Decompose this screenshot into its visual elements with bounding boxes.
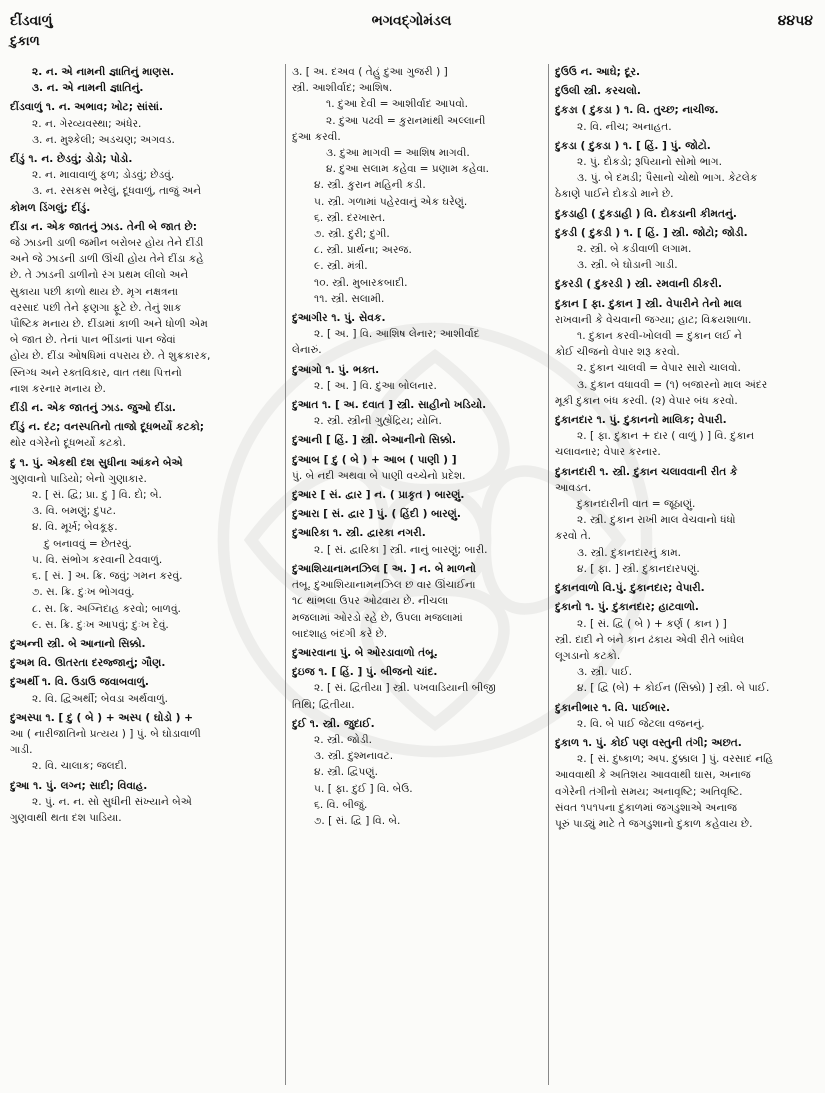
- header-page-number: ૪૪૫૪: [777, 13, 813, 29]
- entry-headword-line: દુઅન્ની સ્ત્રી. બે આનાનો સિક્કો.: [10, 637, 146, 650]
- entry-text-line: ૩. પું. બે દમડી; પૈસાનો ચોથો ભાગ. કેટલેક: [577, 172, 758, 185]
- entry-text-line: વરસાદ પછી તેને ફણગા ફૂટે છે. તેનું શાક: [10, 301, 182, 314]
- entry-text-line: ૨. [ અ. ] વિ. દુઆ બોલનાર.: [314, 379, 437, 392]
- entry-headword-line: દુકાનવાળો વિ.પું. દુકાનદાર; વેપારી.: [555, 582, 705, 595]
- entry-headword-line: દુઉલી સ્ત્રી. કરચલો.: [555, 85, 641, 98]
- entry-text-line: ૨. ન. માવાવાળું ફળ; ડોડવું; છેડવું.: [32, 169, 175, 182]
- entry-text-line: ૨. ન. એ નામની જ્ઞાતિનું માણસ.: [32, 66, 175, 78]
- entry-text-line: ૨. [ ફા. દુકાન + દાર ( વાળું ) ] વિ. દુકાન: [577, 430, 755, 443]
- entry-text-line: ૨. [ સં. દ્વિતીયા ] સ્ત્રી. પખવાડિયાની બીજી: [314, 682, 496, 695]
- entry-text-line: દુ બનાવવું = છેતરવું.: [44, 537, 132, 550]
- entry-text-line: અને જે ઝાડની ડાળી ઊંચી હોય તેને દીંડા કહે: [10, 253, 204, 266]
- entry-text-line: ૨. [ સં. દ્વિ ( બે ) + કર્ણ ( કાન ) ]: [577, 617, 727, 630]
- entry-text-line: થોર વગેરેનો દૂધભર્યો કટકો.: [10, 437, 126, 450]
- entry-text-line: ૬. સ્ત્રી. દરખાસ્ત.: [314, 211, 386, 224]
- entry-headword-line: દુકરડી ( દુકરડી ) સ્ત્રી. રમવાની ઠીકરી.: [555, 278, 723, 291]
- entry-text-line: ગુણવાથી થતા દશ પાડિયા.: [10, 811, 122, 824]
- entry-headword-line: દુકાનીભાર ૧. વિ. પાઈભાર.: [555, 701, 670, 714]
- entry-headword-line: દુઅર્થી ૧. વિ. ઉડાઉ જવાબવાળું.: [10, 676, 149, 689]
- entry-headword-line: દુઆ ૧. પું. લગ્ન; સાદી; વિવાહ.: [10, 779, 148, 792]
- entry-text-line: ૩. ન. રસકસ ભરેલું, દૂધવાળું, તાજું અને: [32, 185, 202, 198]
- entry-text-line: લૂગડાનો કટકો.: [555, 649, 621, 662]
- entry-text-line: ૪. વિ. મૂર્ખ; બેવકૂફ.: [32, 521, 118, 534]
- entry-text-line: ૨. ન. ગેરવ્યવસ્થા; અંધેર.: [32, 117, 142, 130]
- entry-text-line: ૨. પું. ન. ન. સો સુધીની સંખ્યાને બેએ: [32, 795, 192, 808]
- entry-text-line: ૩. સ્ત્રી. પાઈ.: [577, 666, 633, 679]
- entry-text-line: પું. બે નદી અથવા બે પાણી વચ્ચેનો પ્રદેશ.: [292, 469, 466, 482]
- entry-text-line: કરવો તે.: [555, 530, 591, 543]
- entry-text-line: ગુણવાનો પાડિયો; બેનો ગુણાકાર.: [10, 472, 147, 485]
- entry-text-line: ૨. પું. દોકડો; રૂપિયાનો સોમો ભાગ.: [577, 156, 722, 169]
- entry-text-line: ૯. સ. ક્રિ. દુઃખ આપવું; દુઃખ દેવું.: [32, 618, 169, 631]
- entry-text-line: ચલાવનાર; વેપાર કરનાર.: [555, 446, 661, 459]
- entry-text-line: ૩. સ્ત્રી. બે ઘોડાની ગાડી.: [577, 259, 678, 272]
- page-header: [10, 8, 813, 34]
- entry-text-line: ૩. દુઆ માગવી = આશિષ માગવી.: [326, 147, 470, 160]
- entry-headword-line: દુકઙા ( દુકડા ) ૧. વિ. તુચ્છ; નાચીજ.: [555, 104, 719, 117]
- entry-headword-line: દુઅસ્પા ૧. [ દુ ( બે ) + અસ્પ ( ઘોડો ) +: [10, 711, 194, 724]
- entry-headword-line: દુઆર [ સં. દ્વાર ] ન. ( પ્રાકૃત ) બારણું.: [292, 489, 465, 502]
- entry-text-line: આવવાથી કે અતિશય આવવાથી ઘાસ, અનાજ: [555, 769, 751, 782]
- entry-text-line: ૩. [ અ. દઅવ ( તેહું દુઆ ગુજરી ) ]: [292, 66, 448, 78]
- entry-headword-line: દુઉઉ ન. આઘે; દૂર.: [555, 66, 640, 78]
- entry-headword-line: દુઅમ વિ. ઊતરતા દરજ્જાનું; ગૌણ.: [10, 657, 166, 670]
- entry-text-line: ૧. દુઆ દેવી = આશીર્વાદ આપવો.: [326, 98, 468, 111]
- entry-text-line: ૭. [ સં. દ્વિ ] વિ. બે.: [314, 814, 401, 827]
- entry-text-line: ૩. સ્ત્રી. દુકાનદારનું કામ.: [577, 546, 682, 559]
- entry-text-line: સ્ત્રી. દાદી ને બંને કાન ઢંકાય એવી રીતે બાંધેલ: [555, 633, 745, 646]
- entry-text-line: ૬. વિ. બીજું.: [314, 798, 368, 811]
- header-book-title: ભગવદ્ગોમંડલ: [371, 13, 452, 29]
- entry-text-line: ૧. દુકાન કરવી-ખોલવી = દુકાન લઈ ને: [577, 330, 742, 343]
- entry-text-line: ૨. સ્ત્રી. જોડી.: [314, 733, 373, 746]
- entry-text-line: ૩. ન. એ નામની જ્ઞાતિનું.: [32, 82, 144, 95]
- entry-text-line: ૩. દુકાન વધાવવી = (૧) બજારનો માલ અંદર: [577, 378, 768, 391]
- entry-text-line: ૮. સ. ક્રિ. અગ્નિદાહ કરવો; બાળવું.: [32, 602, 181, 615]
- entry-headword-line: દુઆત ૧. [ અ. દવાત ] સ્ત્રી. સાહીનો ખડિયો.: [292, 399, 487, 412]
- entry-headword-line: દુઆરિકા ૧. સ્ત્રી. દ્વારકા નગરી.: [292, 527, 426, 540]
- entry-text-line: આ ( નારીજાતિનો પ્રત્યય ) ] પું. બે ઘોડાવાળી: [10, 727, 201, 740]
- entry-text-line: ગાડી.: [10, 744, 33, 757]
- entry-text-line: ૭. સ. ક્રિ. દુઃખ ભોગવવું.: [32, 586, 135, 599]
- entry-text-line: ૪. [ ફા. ] સ્ત્રી. દુકાનદારપણું.: [577, 562, 700, 575]
- entry-headword-line: દુઆબ [ દુ ( બે ) + આબ ( પાણી ) ]: [292, 453, 457, 466]
- entry-headword-line: દુકડાહી ( દુકડાહી ) વિ. દોકડાની કીમતનું.: [555, 207, 737, 220]
- entry-text-line: ૨. [ સં. દ્વિ; પ્રા. દુ ] વિ. દો; બે.: [32, 489, 162, 502]
- entry-text-line: હોય છે. દીંડા ઓષધિમાં વપરાય છે. તે શુક્રકારક,: [10, 350, 211, 363]
- entry-text-line: ૧૮ થાંભલા ઉપર ઓઢવાય છે. નીચલા: [292, 595, 449, 608]
- entry-headword-line: દીંડવાળું ૧. ન. અભાવ; ખોટ; સાંસાં.: [10, 101, 164, 114]
- entry-headword-line: દુકડી ( દુકડી ) ૧. [ હિં. ] સ્ત્રી. જોટો; જોડી.: [555, 226, 748, 239]
- entry-text-line: નાશ કરનાર મનાય છે.: [10, 382, 106, 395]
- entry-text-line: ૪. [ દ્વિ (બે) + કોઈન (સિક્કો) ] સ્ત્રી. બે પાઈ.: [577, 682, 770, 695]
- entry-headword-line: દુઇજ ૧. [ હિં. ] પું. બીજનો ચાંદ.: [292, 666, 438, 679]
- entry-text-line: બે જાત છે. તેનાં પાન ભીંડાનાં પાન જેવાં: [10, 334, 176, 347]
- entry-headword-line: દુઆગો ૧. પું. ભક્ત.: [292, 363, 380, 376]
- entry-text-line: સ્ત્રી. આશીર્વાદ; આશિષ.: [292, 82, 393, 95]
- column-3: [548, 64, 821, 1085]
- entry-text-line: તિથિ; દ્વિતીયા.: [292, 698, 355, 711]
- entry-text-line: ૫. વિ. સંભોગ કરવાની ટેવવાળું.: [32, 553, 163, 566]
- entry-text-line: ૩. સ્ત્રી. દુશ્મનાવટ.: [314, 750, 394, 763]
- entry-headword-line: દુઆરવાના પું. બે ઓરડાવાળો તંબૂ.: [292, 646, 438, 659]
- entry-text-line: ૨. દુઆ પઢવી = કુરાનમાંથી અલ્લાની: [326, 114, 486, 127]
- entry-headword-line: દુકડા ( દુકડા ) ૧. [ હિં. ] પું. જોટો.: [555, 139, 711, 152]
- entry-headword-line: દુઆશિયાનામનઝિલ [ અ. ] ન. બે માળનો: [292, 562, 476, 575]
- entry-text-line: ૨. વિ. દ્વિઅર્થી; બેવડા અર્થવાળું.: [32, 692, 168, 705]
- entry-text-line: ૨. [ સં. દુષ્કાળ; અપ. દુક્કાલ ] પું. વરસાદ નહિ: [577, 753, 774, 766]
- entry-text-line: ૯. સ્ત્રી. મંત્રી.: [314, 260, 368, 273]
- entry-text-line: બાદશાહ બંદગી કરે છે.: [292, 627, 388, 640]
- entry-text-line: સુકાયા પછી કાળો થાય છે. મૃગ નક્ષત્રના: [10, 285, 178, 298]
- entry-text-line: ૬. [ સં. ] અ. ક્રિ. જવું; ગમન કરવું.: [32, 570, 183, 583]
- entry-headword-line: દુઈ ૧. સ્ત્રી. જુદાઈ.: [292, 717, 375, 730]
- entry-text-line: ૨. સ્ત્રી. દુકાન રાખી માલ વેચવાનો ધંધો: [577, 514, 736, 527]
- entry-text-line: ૭. સ્ત્રી. દુરી; દુગી.: [314, 228, 390, 241]
- entry-headword-line: દુકાન [ ફા. દુકાન ] સ્ત્રી. વેપારીને તેનો માલ: [555, 297, 742, 310]
- entry-text-line: સ્નિગ્ધ અને રક્તવિકાર, વાત તથા પિત્તનો: [10, 366, 182, 379]
- entry-headword-line: દીંડા ન. એક જાતનું ઝાડ. તેની બે જાત છે:: [10, 220, 197, 233]
- entry-text-line: ૧૧. સ્ત્રી. સલામી.: [314, 292, 385, 305]
- entry-text-line: ૩. વિ. બમણું; દુપટ.: [32, 505, 117, 518]
- entry-text-line: ૨. વિ. બે પાઈ જેટલા વજનનું.: [577, 717, 705, 730]
- entry-text-line: વગેરેની તંગીનો સમય; અનાવૃષ્ટિ; અતિવૃષ્ટિ.: [555, 785, 743, 798]
- entry-text-line: દુકાનદારીની વાત = જૂઠાણું.: [577, 498, 696, 511]
- entry-text-line: પૂરું પાડ્યું માટે તે જગડુશાનો દુકાળ કહેવાય છે.: [555, 817, 753, 830]
- entry-text-line: રાખવાની કે વેચવાની જગ્યા; હાટ; વિક્રયશાળા.: [555, 313, 752, 326]
- entry-text-line: ૫. સ્ત્રી. ગળામાં પહેરવાનું એક ઘરેણું.: [314, 195, 468, 208]
- column-2: [285, 64, 544, 1085]
- entry-text-line: મૂકી દુકાન બંધ કરવી. (૨) વેપાર બંધ કરવો.: [555, 394, 738, 407]
- entry-text-line: લેનારું.: [292, 344, 322, 357]
- entry-text-line: ૨. સ્ત્રી. બે કડીવાળી લગામ.: [577, 243, 692, 256]
- entry-headword-line: દીંડું ન. દંટ; વનસ્પતિનો તાજો દૂધભર્યો કટકો;: [10, 421, 204, 434]
- column-1: [10, 64, 274, 1085]
- entry-headword-line: દુઆગીર ૧. પું. સેવક.: [292, 312, 386, 325]
- entry-text-line: તંબૂ. દુઆશિયાનામનઝિલ છ વાર ઊંચાઈના: [292, 579, 476, 592]
- entry-headword-line: દુ ૧. પું. એકથી દશ સુધીના આંકને બેએ: [10, 456, 183, 469]
- entry-text-line: ૨. વિ. ચાલાક; જલદી.: [32, 760, 128, 773]
- entry-text-line: ૪. સ્ત્રી. દ્વિપણું.: [314, 766, 378, 779]
- entry-text-line: પૌષ્ટિક મનાય છે. દીંડામાં કાળી અને ધોળી એમ: [10, 318, 208, 331]
- entry-headword-line: દીંડી ન. એક જાતનું ઝાડ. જુઓ દીંડા.: [10, 402, 176, 415]
- entry-headword-line: દુઆની [ હિં. ] સ્ત્રી. બેઆનીનો સિક્કો.: [292, 434, 456, 447]
- entry-headword-line: દીંડું ૧. ન. છેડવું; ડોડો; પોડો.: [10, 153, 133, 166]
- entry-text-line: ૪. દુઆ સલામ કહેવા = પ્રણામ કહેવા.: [326, 163, 490, 176]
- entry-text-line: ઠેકાણે પાઈને દોકડો માને છે.: [555, 188, 674, 201]
- entry-text-line: ૩. ન. મુશ્કેલી; અડચણ; અગવડ.: [32, 133, 175, 146]
- entry-headword-line: દુકાનો ૧. પું. દુકાનદાર; હાટવાળો.: [555, 601, 699, 614]
- entry-text-line: કોઈ ચીજનો વેપાર શરૂ કરવો.: [555, 346, 680, 359]
- entry-text-line: ૨. [ સં. દ્વારિકા ] સ્ત્રી. નાનું બારણું; બારી.: [314, 543, 488, 556]
- entry-headword-line: દુકાળ ૧. પું. કોઈ પણ વસ્તુની તંગી; અછત.: [555, 736, 742, 749]
- header-left-guide-word: દીંડવાળું: [10, 13, 53, 29]
- entry-headword-line: દુકાનદારી ૧. સ્ત્રી. દુકાન ચલાવવાની રીત કે: [555, 465, 738, 478]
- entry-text-line: ૨. દુકાન ચાલવી = વેપાર સારો ચાલવો.: [577, 362, 741, 375]
- header-sub-guide-word: દુકાળ: [10, 34, 40, 49]
- entry-headword-line: દુકાનદાર ૧. પું. દુકાનનો માલિક; વેપારી.: [555, 414, 727, 427]
- entry-text-line: ૮. સ્ત્રી. પ્રાર્થના; અરજ.: [314, 244, 412, 257]
- entry-text-line: છે. તે ઝાડની ડાળીનો રંગ પ્રથમ લીલો અને: [10, 269, 189, 282]
- entry-text-line: કોમળ ડિંગલું; દીંડું.: [10, 201, 91, 214]
- entry-text-line: જે ઝાડની ડાળી જમીન બરોબર હોય તેને દીંડી: [10, 237, 204, 250]
- entry-text-line: મજલામાં ઓરડો રહે છે, ઉપલા મજલામાં: [292, 611, 463, 624]
- entry-text-line: આવડત.: [555, 481, 592, 494]
- entry-text-line: ૨. વિ. નીચ; અનાહત.: [577, 120, 672, 133]
- entry-text-line: દુઆ કરવી.: [292, 130, 341, 143]
- entry-text-line: ૨. [ અ. ] વિ. આશિષ લેનાર; આશીર્વાદ: [314, 328, 480, 341]
- entry-text-line: ૪. સ્ત્રી. કુરાન મહિની કડી.: [314, 179, 426, 192]
- entry-headword-line: દુઆરા [ સં. દ્વાર ] પું. ( હિંદી ) બારણું.: [292, 508, 461, 521]
- entry-text-line: ૨. સ્ત્રી. સ્ત્રીની ગુહ્યેંદ્રિય; યોનિ.: [314, 415, 442, 428]
- entry-text-line: ૫. [ ફા. દુઈ ] વિ. બેઉ.: [314, 782, 413, 795]
- entry-text-line: સંવત ૧૫૧૫ના દુકાળમાં જગડુશાએ અનાજ: [555, 801, 737, 814]
- entry-text-line: ૧૦. સ્ત્રી. મુબારકબાદી.: [314, 276, 408, 289]
